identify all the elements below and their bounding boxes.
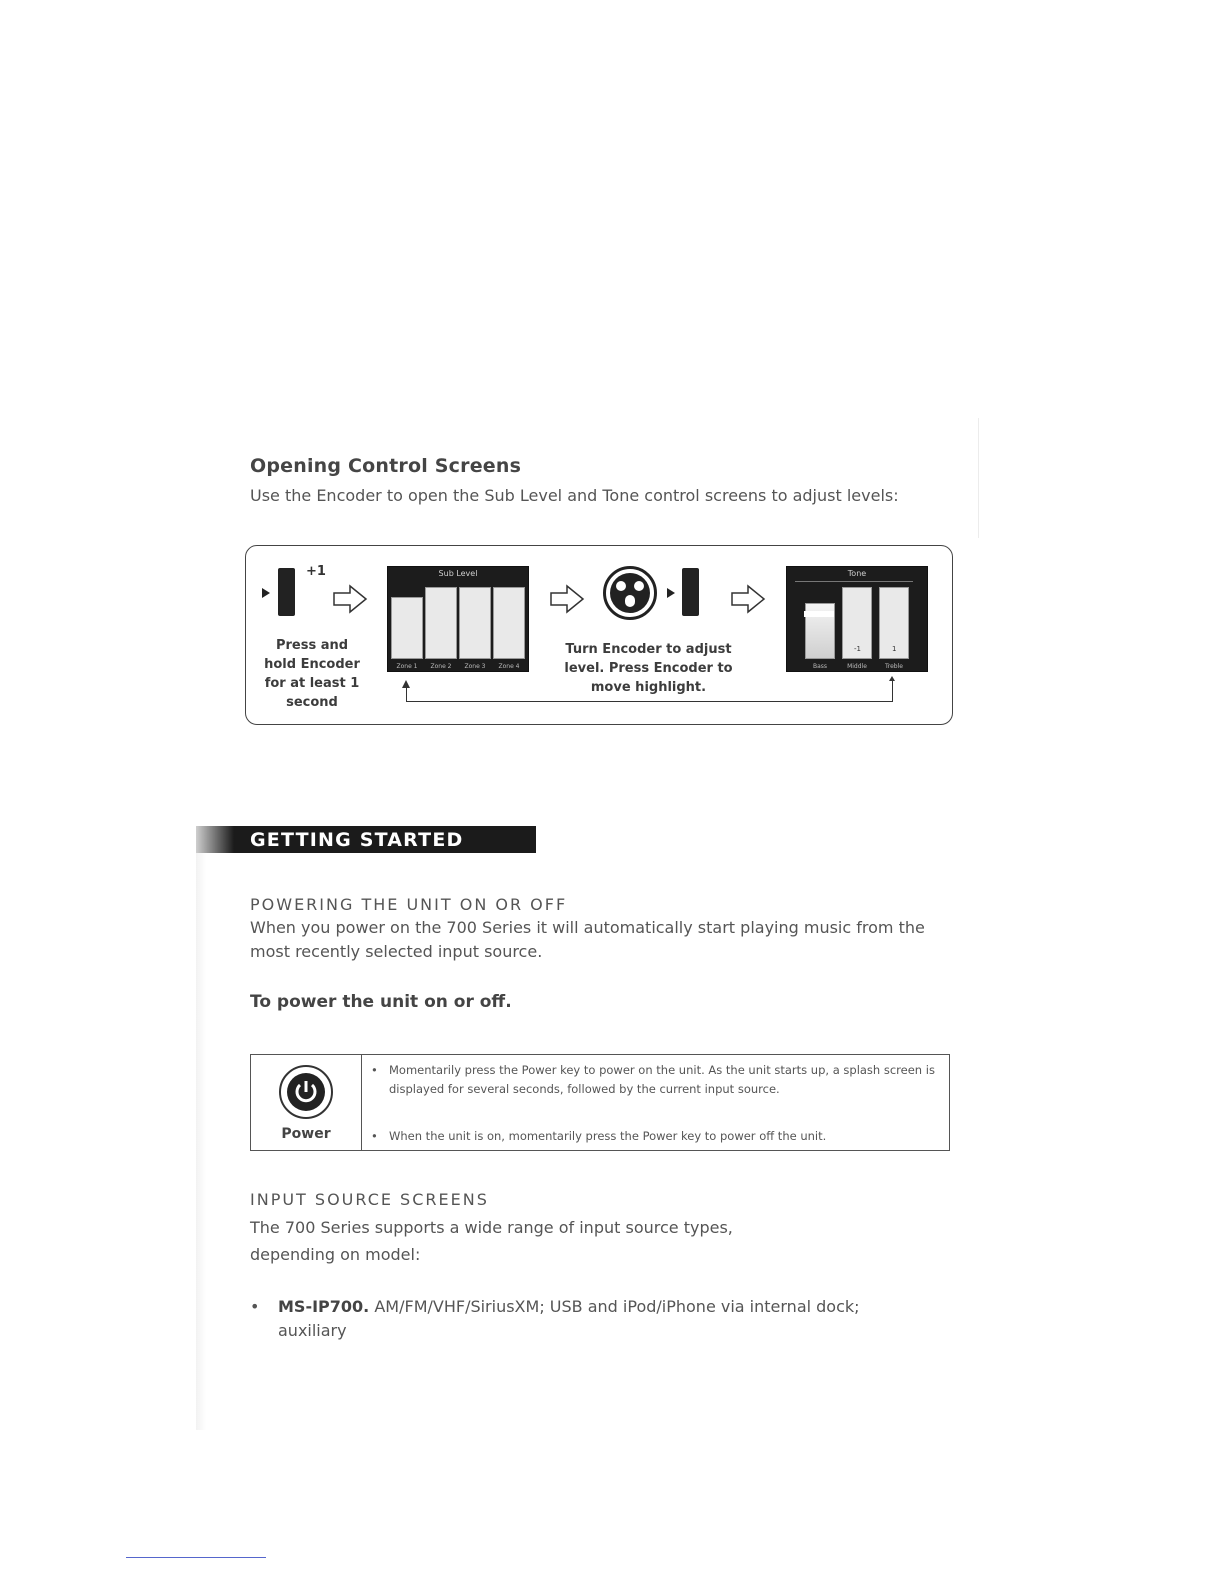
scan-shading xyxy=(196,850,206,1430)
input-body-line1: The 700 Series supports a wide range of input source types, xyxy=(250,1218,733,1237)
input-body-line2: depending on model: xyxy=(250,1245,421,1264)
zone-label: Zone 4 xyxy=(498,663,520,670)
power-off-item: • When the unit is on, momentarily press the Power key to power off the unit. xyxy=(371,1129,827,1143)
encoder-side-icon xyxy=(682,568,699,616)
step2-caption: Turn Encoder to adjust level. Press Encoder to move highlight. xyxy=(564,642,733,695)
return-loop-line xyxy=(406,701,892,702)
model-list-item: • MS-IP700. AM/FM/VHF/SiriusXM; USB and iPod/iPhone via internal dock; auxiliary xyxy=(250,1297,860,1340)
section-title-opening: Opening Control Screens xyxy=(250,455,522,477)
power-key-label: Power xyxy=(281,1126,331,1142)
band-label: Middle xyxy=(847,663,867,670)
zone-label: Zone 2 xyxy=(430,663,452,670)
encoder-knob-icon xyxy=(603,566,657,620)
zone-bar xyxy=(391,597,423,659)
footnote-rule xyxy=(126,1557,266,1558)
powering-body: When you power on the 700 Series it will automatically start playing music from the most recently selected input source. xyxy=(250,918,925,961)
arrow-up-icon xyxy=(402,680,410,688)
sub-level-title: Sub Level xyxy=(438,569,478,578)
model-name: MS-IP700. xyxy=(278,1297,370,1316)
input-heading: INPUT SOURCE SCREENS xyxy=(250,1190,489,1209)
middle-value: -1 xyxy=(854,645,861,653)
section-banner-title: GETTING STARTED xyxy=(250,829,464,851)
pointer-triangle-icon xyxy=(262,588,270,598)
band-label: Bass xyxy=(812,663,828,670)
pointer-triangle-icon xyxy=(667,588,675,598)
power-key-table xyxy=(250,1054,950,1151)
treble-value: 1 xyxy=(892,645,897,653)
bass-highlight xyxy=(804,611,834,617)
zone-label: Zone 3 xyxy=(464,663,486,670)
step1-caption: Press and hold Encoder for at least 1 second xyxy=(264,638,360,710)
encoder-side-icon xyxy=(278,568,295,616)
arrow-up-icon xyxy=(889,676,895,681)
zone-label: Zone 1 xyxy=(396,663,418,670)
arrow-right-icon xyxy=(730,584,768,614)
powering-subhead: To power the unit on or off. xyxy=(250,992,512,1012)
zone-bar xyxy=(493,587,525,659)
tone-screen xyxy=(786,566,928,672)
encoder-diagram xyxy=(245,545,953,725)
increment-label: +1 xyxy=(306,564,326,579)
zone-bar xyxy=(459,587,491,659)
arrow-right-icon xyxy=(332,584,370,614)
arrow-right-icon xyxy=(549,584,587,614)
power-icon xyxy=(279,1065,333,1119)
margin-rule xyxy=(978,418,979,538)
power-on-item: • Momentarily press the Power key to power on the unit. As the unit starts up, a splash screen is displayed for several seconds, followed by the current input source. xyxy=(371,1063,935,1096)
model-sources: AM/FM/VHF/SiriusXM; USB and iPod/iPhone via internal dock; auxiliary xyxy=(278,1297,860,1340)
section-intro-opening: Use the Encoder to open the Sub Level and Tone control screens to adjust levels: xyxy=(250,486,899,505)
power-key-cell xyxy=(251,1055,362,1150)
band-label: Treble xyxy=(885,663,903,670)
sub-level-screen xyxy=(387,566,529,672)
powering-heading: POWERING THE UNIT ON OR OFF xyxy=(250,895,568,914)
zone-bar xyxy=(425,587,457,659)
tone-title: Tone xyxy=(847,569,867,578)
